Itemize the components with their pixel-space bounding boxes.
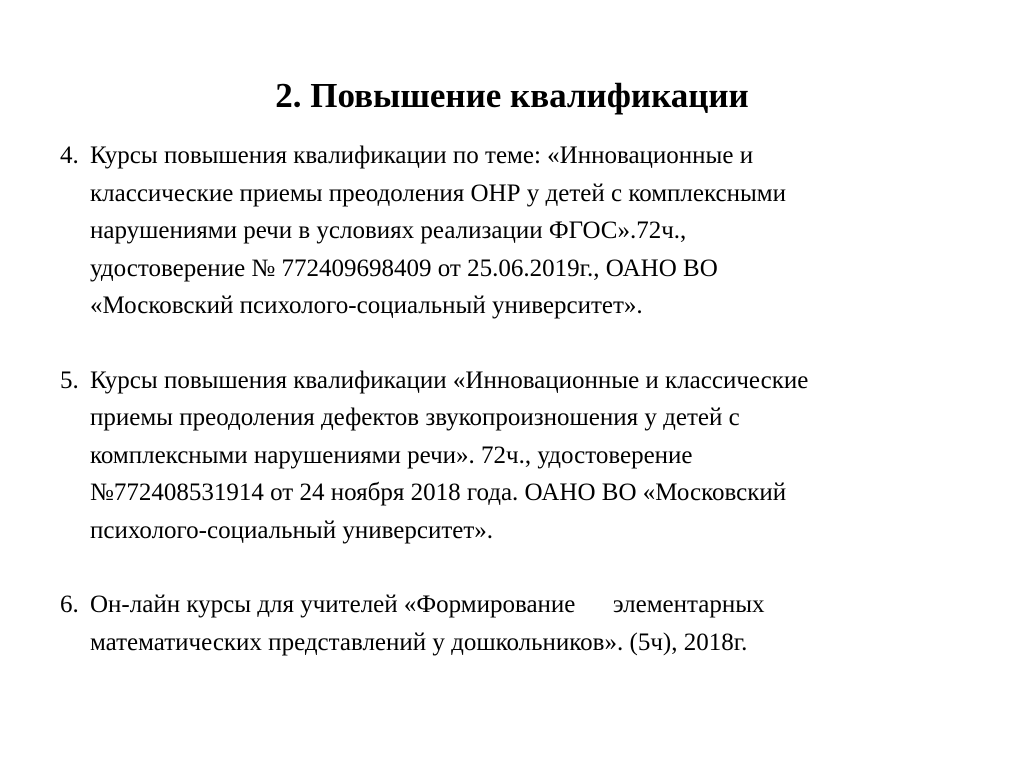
item-number: 4. bbox=[60, 142, 79, 169]
item-text-line: Курсы повышения квалификации «Инновационные и классические bbox=[90, 366, 809, 394]
qualification-list bbox=[60, 137, 960, 661]
list-item-4 bbox=[60, 137, 960, 325]
item-text-line: комплексными нарушениями речи». 72ч., удостоверение bbox=[90, 441, 693, 469]
item-text-line: Он-лайн курсы для учителей «Формирование элементарных bbox=[90, 591, 765, 618]
item-text-line: приемы преодоления дефектов звукопроизношения у детей с bbox=[90, 404, 740, 431]
item-text-line: нарушениями речи в условиях реализации ФГОС».72ч., bbox=[90, 217, 687, 244]
item-text-line: «Московский психолого-социальный университет». bbox=[90, 292, 643, 319]
list-item-5 bbox=[60, 362, 960, 550]
item-text-line: №772408531914 от 24 ноября 2018 года. ОАНО ВО «Московский bbox=[90, 479, 787, 506]
item-text-line: психолого-социальный университет». bbox=[90, 516, 494, 544]
item-number: 5. bbox=[60, 366, 79, 394]
item-text-line: удостоверение № 772409698409 от 25.06.2019г., ОАНО ВО bbox=[90, 254, 718, 282]
item-text-line: Курсы повышения квалификации по теме: «Инновационные и bbox=[90, 142, 754, 169]
list-item-6 bbox=[60, 586, 960, 661]
item-number: 6. bbox=[60, 591, 79, 618]
slide-title: 2. Повышение квалификации bbox=[275, 76, 749, 115]
item-text-line: классические приемы преодоления ОНР у детей с комплексными bbox=[90, 179, 786, 207]
item-text-line: математических представлений у дошкольников». (5ч), 2018г. bbox=[90, 628, 748, 656]
